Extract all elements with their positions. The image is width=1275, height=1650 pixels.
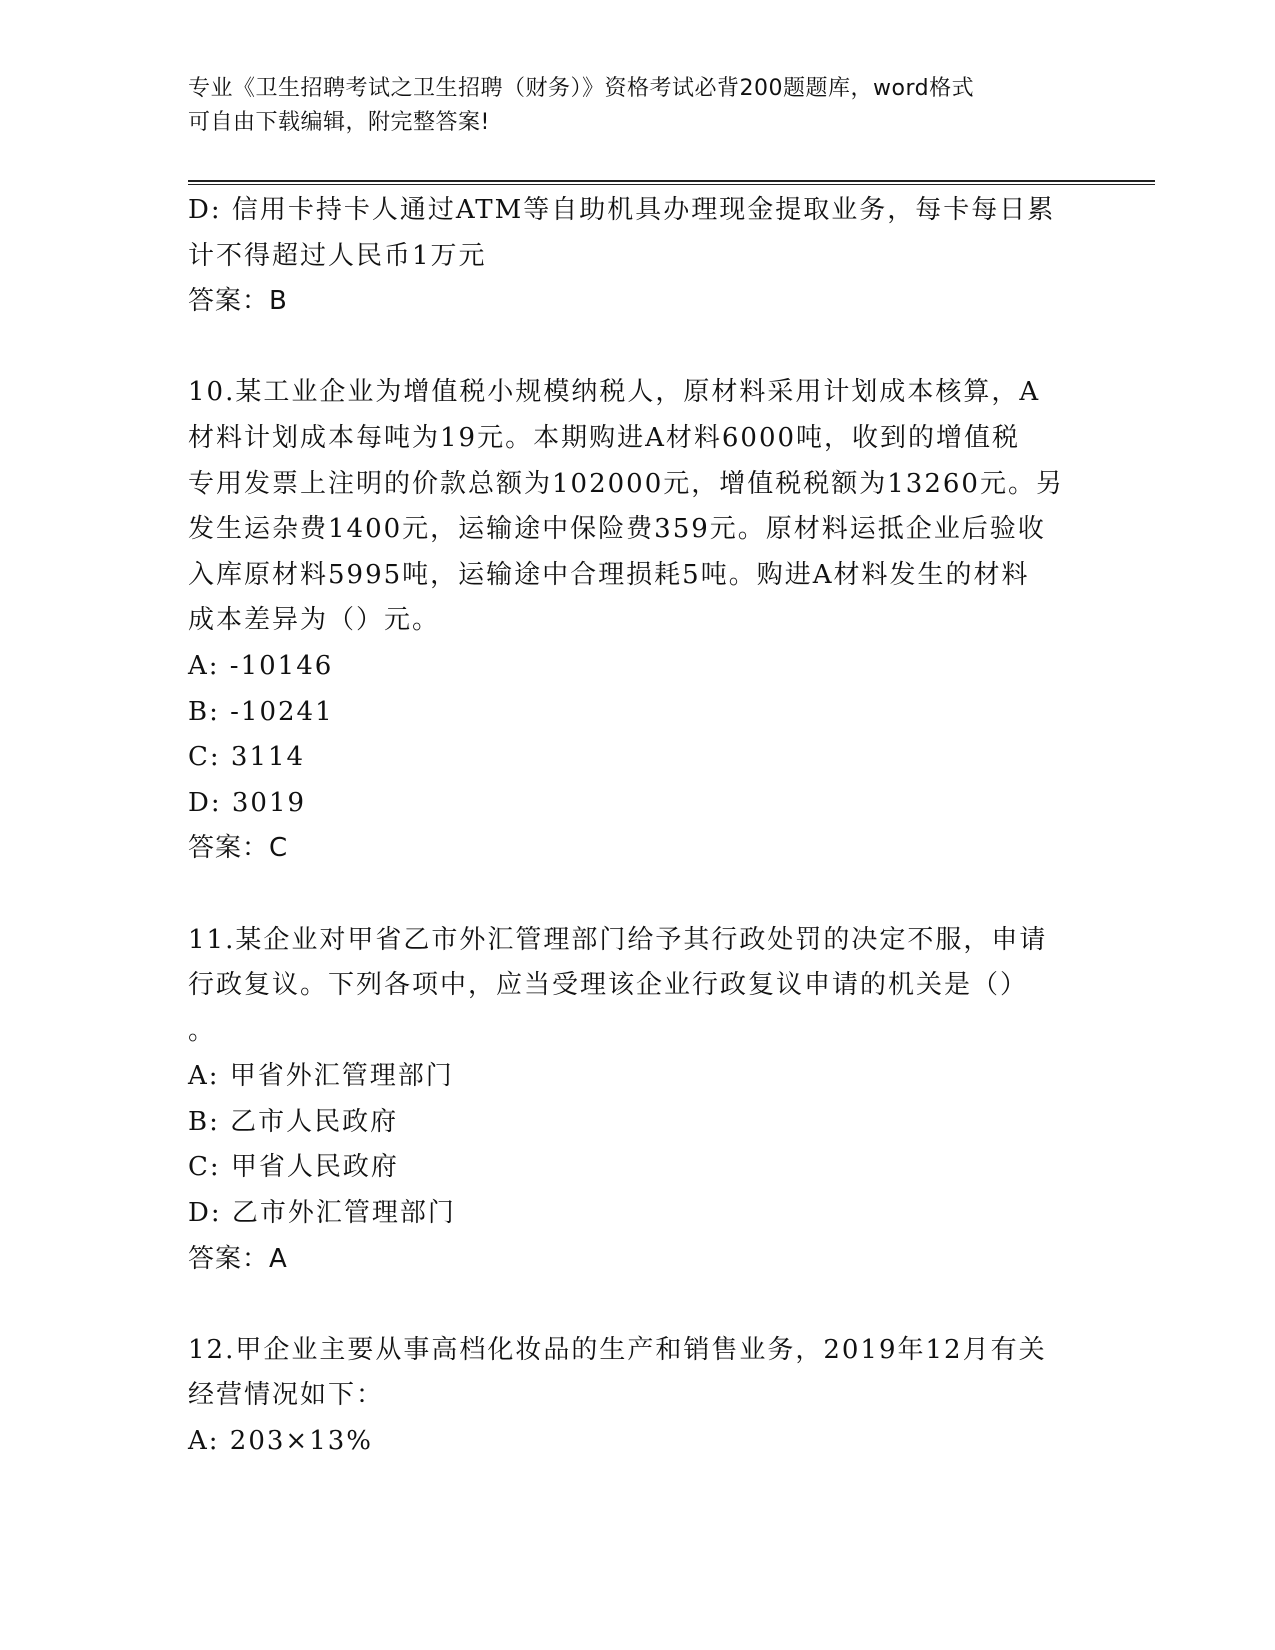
spacer bbox=[188, 1282, 1078, 1328]
question-text-line: 发生运杂费1400元，运输途中保险费359元。原材料运抵企业后验收 bbox=[188, 514, 1046, 545]
header-divider-thick bbox=[188, 180, 1155, 182]
answer-11: 答案：A bbox=[188, 1243, 288, 1274]
option-d-line-1: D: 信用卡持卡人通过ATM等自助机具办理现金提取业务，每卡每日累 bbox=[188, 195, 1056, 225]
option-a: A: 203×13% bbox=[188, 1426, 374, 1457]
answer-10: 答案：C bbox=[188, 833, 289, 864]
question-text-line: 。 bbox=[188, 1015, 217, 1046]
document-body bbox=[188, 188, 1078, 1465]
question-12 bbox=[188, 1328, 1078, 1465]
question-text-line: 11.某企业对甲省乙市外汇管理部门给予其行政处罚的决定不服，申请 bbox=[188, 924, 1048, 955]
question-text-line: 入库原材料5995吨，运输途中合理损耗5吨。购进A材料发生的材料 bbox=[188, 559, 1030, 590]
question-text-line: 经营情况如下： bbox=[188, 1380, 385, 1411]
option-c: C: 甲省人民政府 bbox=[188, 1152, 399, 1183]
previous-question-tail bbox=[188, 188, 1078, 325]
answer-previous: 答案：B bbox=[188, 286, 288, 317]
question-text-line: 12.甲企业主要从事高档化妆品的生产和销售业务，2019年12月有关 bbox=[188, 1334, 1047, 1365]
question-text-line: 行政复议。下列各项中，应当受理该企业行政复议申请的机关是（） bbox=[188, 970, 1029, 1001]
question-text-line: 成本差异为（）元。 bbox=[188, 605, 441, 636]
header-line-1: 专业《卫生招聘考试之卫生招聘（财务）》资格考试必背200题题库，word格式 bbox=[188, 76, 975, 101]
spacer bbox=[188, 325, 1078, 371]
option-d-line-2: 计不得超过人民币1万元 bbox=[188, 240, 487, 271]
option-d: D: 3019 bbox=[188, 787, 307, 818]
option-c: C: 3114 bbox=[188, 742, 306, 773]
spacer bbox=[188, 872, 1078, 918]
document-header bbox=[188, 72, 1068, 140]
option-b: B: 乙市人民政府 bbox=[188, 1106, 399, 1137]
option-d: D: 乙市外汇管理部门 bbox=[188, 1198, 456, 1229]
question-text-line: 材料计划成本每吨为19元。本期购进A材料6000吨，收到的增值税 bbox=[188, 422, 1021, 453]
question-text-line: 10.某工业企业为增值税小规模纳税人，原材料采用计划成本核算，A bbox=[188, 377, 1041, 408]
question-text-line: 专用发票上注明的价款总额为102000元，增值税税额为13260元。另 bbox=[188, 468, 1064, 499]
question-10 bbox=[188, 370, 1078, 872]
option-a: A: 甲省外汇管理部门 bbox=[188, 1061, 454, 1092]
option-a: A: -10146 bbox=[188, 650, 334, 681]
header-line-2: 可自由下载编辑，附完整答案! bbox=[188, 110, 490, 135]
question-11 bbox=[188, 918, 1078, 1283]
option-b: B: -10241 bbox=[188, 696, 334, 727]
header-divider-thin bbox=[188, 184, 1155, 185]
